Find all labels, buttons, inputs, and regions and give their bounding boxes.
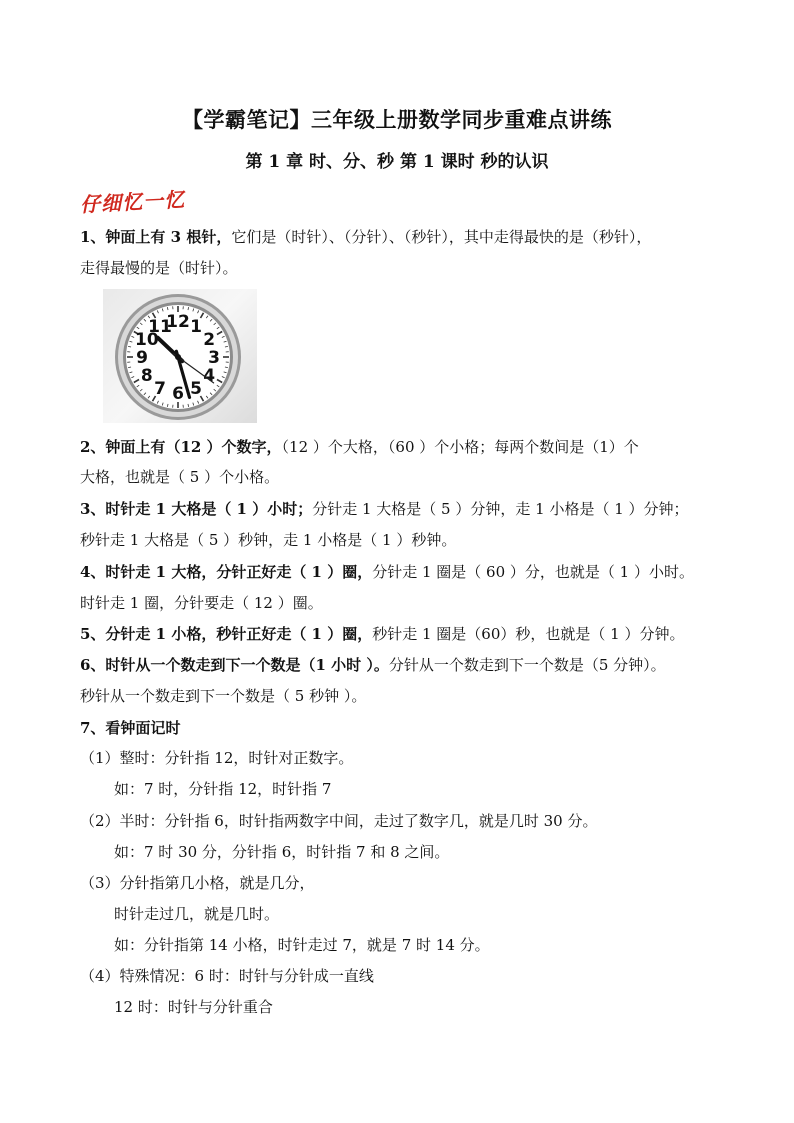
item-5-text: 秒针走 1 圈是（60）秒，也就是（ 1 ）分钟。 — [372, 625, 685, 643]
clock-number: 12 — [166, 312, 190, 332]
sub-2-example: 如：7 时 30 分，分针指 6，时针指 7 和 8 之间。 — [114, 843, 450, 861]
item-4-line-a — [80, 562, 694, 582]
page-subtitle: 第 1 章 时、分、秒 第 1 课时 秒的认识 — [245, 152, 549, 172]
clock-number: 9 — [136, 348, 148, 368]
item-3-line-a — [80, 499, 689, 519]
clock-number: 10 — [134, 330, 159, 350]
sub-4: （4）特殊情况：6 时：时针与分针成一直线 — [80, 967, 374, 985]
clock-number: 6 — [172, 384, 184, 404]
clock-face — [103, 289, 257, 423]
item-7-bold: 7、看钟面记时 — [80, 719, 181, 737]
item-4-bold: 4、时针走 1 大格，分针正好走（ 1 ）圈， — [80, 563, 373, 581]
clock-number: 3 — [208, 348, 220, 368]
item-1-bold: 1、钟面上有 3 根针， — [80, 228, 232, 246]
clock-number: 2 — [203, 330, 216, 350]
sub-1-example: 如：7 时，分针指 12，时针指 7 — [114, 780, 332, 798]
clock-number: 8 — [140, 366, 153, 386]
item-4-line-b: 时针走 1 圈，分针要走（ 12 ）圈。 — [80, 594, 323, 612]
clock-number: 7 — [154, 379, 166, 400]
item-1-line-b: 走得最慢的是（时针）。 — [80, 259, 238, 277]
sub-3-line-b: 时针走过几，就是几时。 — [114, 905, 280, 923]
sub-2: （2）半时：分针指 6，时针指两数字中间，走过了数字几，就是几时 30 分。 — [80, 812, 598, 830]
sub-3: （3）分针指第几小格，就是几分， — [80, 874, 315, 892]
sub-3-example: 如：分针指第 14 小格，时针走过 7，就是 7 时 14 分。 — [114, 936, 490, 954]
sub-4-line-b: 12 时：时针与分针重合 — [114, 998, 273, 1016]
sub-1: （1）整时：分针指 12，时针对正数字。 — [80, 749, 354, 767]
clock-number: 11 — [148, 316, 172, 337]
item-5-line — [80, 624, 684, 644]
clock-number: 5 — [190, 379, 202, 400]
item-5-bold: 5、分针走 1 小格，秒针正好走（ 1 ）圈， — [80, 625, 373, 643]
item-2-text: （12 ）个大格，（60 ）个小格；每两个数间是（1）个 — [281, 438, 639, 456]
item-4-text: 分针走 1 圈是（ 60 ）分，也就是（ 1 ）小时。 — [372, 563, 694, 581]
clock-number: 1 — [190, 316, 202, 337]
item-3-line-b: 秒针走 1 大格是（ 5 ）秒钟，走 1 小格是（ 1 ）秒钟。 — [80, 531, 457, 549]
item-2-line-b: 大格，也就是（ 5 ）个小格。 — [80, 468, 280, 486]
item-7-heading — [80, 718, 180, 738]
item-3-bold: 3、时针走 1 大格是（ 1 ）小时； — [80, 500, 313, 518]
clock-photo — [103, 289, 257, 423]
item-1-text: 它们是（时针）、（分针）、（秒针），其中走得最快的是（秒针）， — [231, 228, 652, 246]
section-stamp: 仔细忆一忆 — [79, 187, 186, 217]
item-6-bold: 6、时针从一个数走到下一个数是（1 小时 ）。 — [80, 656, 389, 674]
item-6-line-b: 秒针从一个数走到下一个数是（ 5 秒钟 ）。 — [80, 687, 367, 705]
item-6-text: 分针从一个数走到下一个数是（5 分钟）。 — [388, 656, 666, 674]
clock-number: 4 — [203, 366, 216, 386]
item-2-line-a — [80, 437, 639, 457]
item-1-line-a — [80, 227, 651, 247]
item-3-text: 分针走 1 大格是（ 5 ）分钟，走 1 小格是（ 1 ）分钟； — [312, 500, 689, 518]
item-2-bold: 2、钟面上有（12 ）个数字， — [80, 438, 282, 456]
page-title: 【学霸笔记】三年级上册数学同步重难点讲练 — [182, 107, 612, 132]
item-6-line-a — [80, 655, 666, 675]
